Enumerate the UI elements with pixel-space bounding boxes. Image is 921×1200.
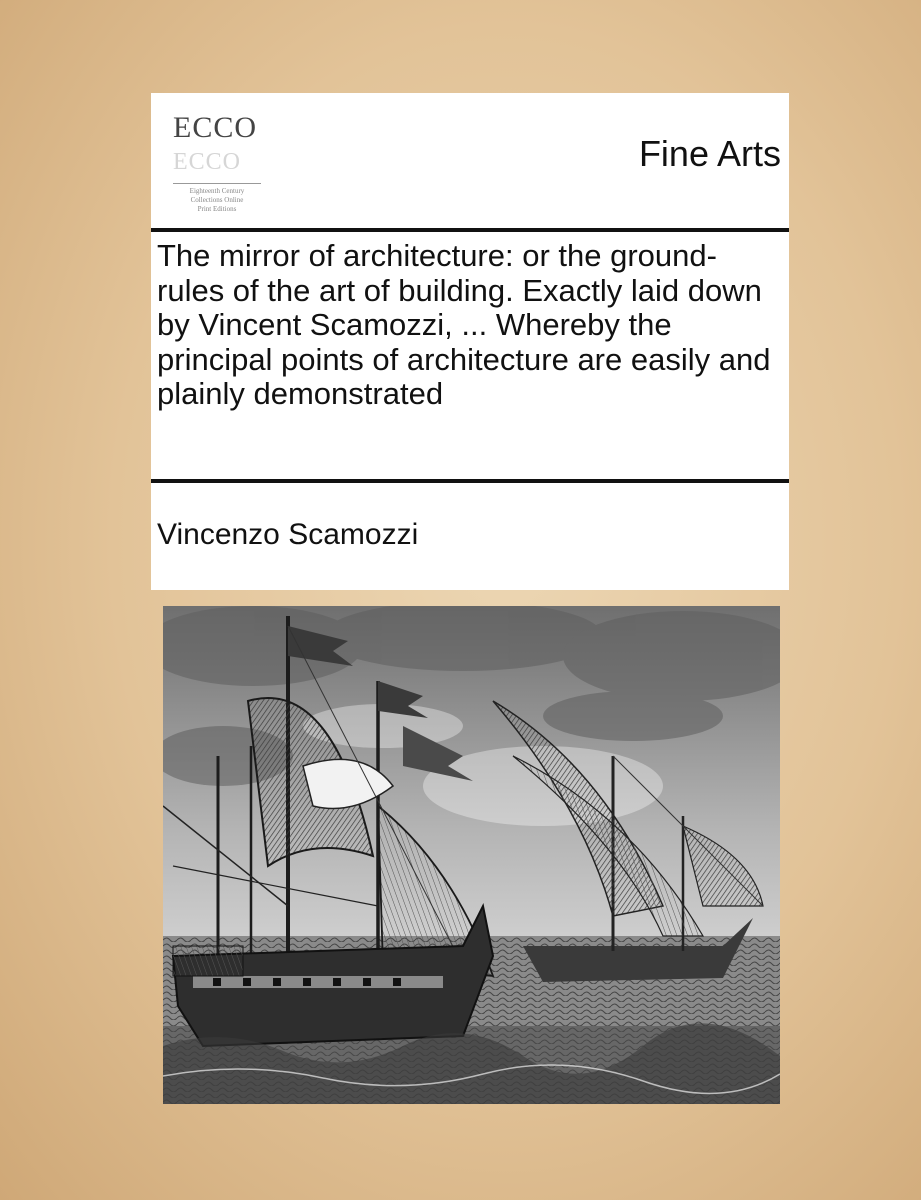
logo-tagline-1: Eighteenth Century bbox=[189, 187, 245, 195]
cover-header bbox=[151, 93, 789, 228]
logo-tagline-3: Print Editions bbox=[197, 205, 237, 213]
logo-letters: ECCO bbox=[173, 111, 258, 144]
book-title: The mirror of architecture: or the ground-rules of the art of building. Exactly laid down by Vincent Scamozzi, ... Whereby the principal points of architecture are easily and plainly demonstrated bbox=[157, 238, 771, 411]
ships-engraving-illustration bbox=[163, 606, 780, 1104]
bottom-divider bbox=[151, 479, 789, 483]
top-divider bbox=[151, 228, 789, 232]
logo-rule bbox=[173, 183, 261, 184]
logo-ghost-letters: ECCO bbox=[173, 149, 242, 175]
logo-tagline-2: Collections Online bbox=[190, 196, 244, 204]
ecco-logo bbox=[165, 107, 265, 217]
book-author: Vincenzo Scamozzi bbox=[157, 518, 419, 551]
text-panel bbox=[151, 93, 789, 590]
category-label: Fine Arts bbox=[638, 133, 781, 174]
